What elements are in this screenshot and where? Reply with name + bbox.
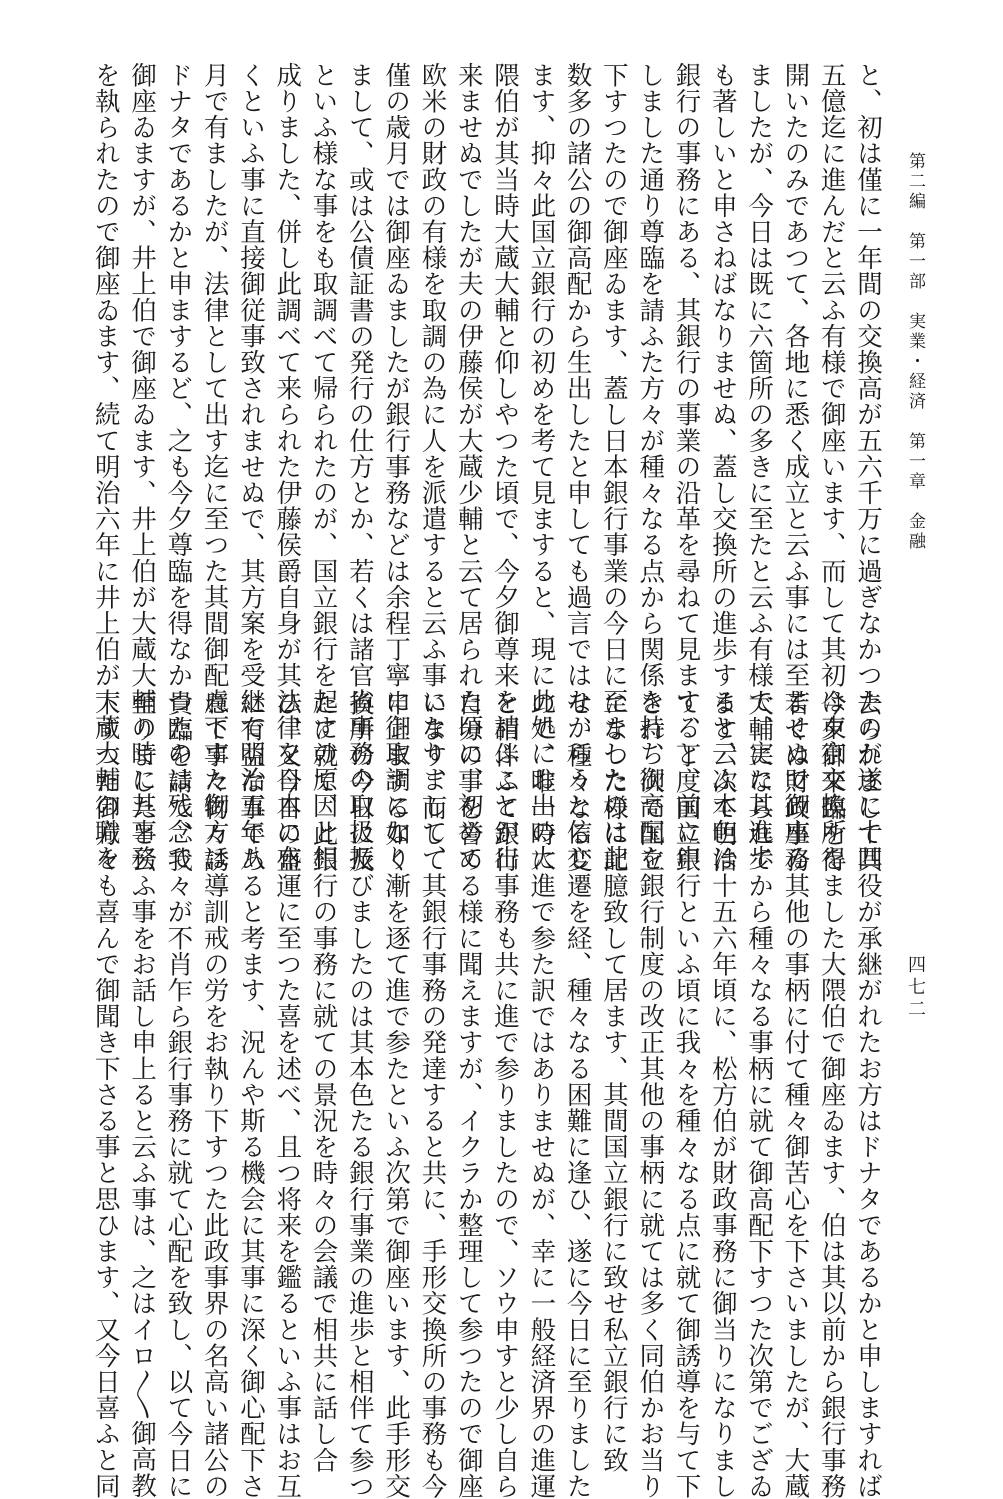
text-line: ましたが、今日は既に六箇所の多きに至たと云ふ有様で、実に其進歩 — [744, 62, 775, 872]
text-line: に有益な事であると考ます、況んや斯る機会に其事に深く御心配下さ — [235, 690, 266, 1499]
lower-text-block — [78, 690, 886, 1499]
text-line: になつた様に記臆致して居ます、其間国立銀行に致せ私立銀行に致 — [598, 690, 629, 1473]
text-line: 隈伯が其当時大蔵大輔と仰しやつた頃で、今夕御尊来を請ふことが出 — [490, 62, 521, 872]
text-line: たに就て、此銀行の事務に就ての景況を時々の会議で相共に話し合 — [308, 690, 339, 1473]
text-line: 自分の事を誉める様に聞えますが、イクラか整理して参つたので御座 — [453, 690, 484, 1499]
text-line: くといふ事に直接御従事致されませぬで、其方案を受継で明治五年八 — [235, 62, 266, 872]
text-line: て、丁度国立銀行といふ頃に我々を種々なる点に就て御誘導を与て下 — [671, 690, 702, 1499]
text-line: 至りましたと云ふ事をお話し申上ると云ふ事は、之はイロ〳〵御高教 — [127, 690, 158, 1499]
text-line: 来ませぬでしたが夫の伊藤侯が大蔵少輔と云て居られた頃に、初めて — [453, 62, 484, 872]
running-header — [906, 152, 923, 692]
text-line: ます、抑々此国立銀行の初めを考て見ますると、現に此処にお出の大 — [526, 62, 557, 872]
text-line: せ、種々なる変遷を経、種々なる困難に逢ひ、遂に今日に至りました — [562, 690, 593, 1499]
text-line: 大輔になられてから種々なる事柄に就て御高配下すつた次第でござゐ — [744, 690, 775, 1499]
text-line: 下すつた御方々も喜んで御聞き下さる事と思ひます、又今日喜ふと同 — [90, 690, 121, 1499]
text-line: 若くは財政事務其他の事柄に付て種々御苦心を下さいましたが、大蔵 — [780, 690, 811, 1499]
text-line: と、初は僅に一年間の交換高が五六千万に過ぎなかつたのが遂に十四 — [853, 62, 883, 872]
text-line: といふ様な事をも取調べて帰られたのが、国立銀行を起すの原因と相 — [308, 62, 339, 872]
text-line: ドナタであるかと申まするど、之も今夕尊臨を得なかつたのは残念で — [163, 62, 194, 872]
text-line: 五億迄に進んだと云ふ有様で御座います、而して其初は東京交換所を — [816, 62, 847, 872]
text-line: 去られまして其役が承継がれたお方はドナタであるかと申しますれば — [853, 690, 883, 1499]
text-line: を執られたので御座ゐます、続て明治六年に井上伯が大蔵大輔の職を — [90, 62, 121, 872]
page-number: 四七二 — [905, 955, 926, 1021]
text-line: と相伴ふて銀行事務も共に進で参りましたので、ソウ申すと少し自ら — [490, 690, 521, 1499]
text-line: 月で有ましたが、法律として出す迄に至つた其間御配慮下すた御方は — [199, 62, 230, 872]
text-line: 御座ゐますが、井上伯で御座ゐます、井上伯が大蔵大輔の時に其事務 — [127, 62, 158, 872]
text-line: 換所の今日に及びましたのは其本色たる銀行事業の進歩と相伴て参つ — [344, 690, 375, 1499]
text-line: 申上まする如く漸を逐て進で参たといふ次第で御座います、此手形交 — [381, 690, 412, 1499]
text-line: 欧米の財政の有様を取調の為に人を派遣すると云ふ事になりまして、 — [417, 62, 448, 872]
upper-text-block — [78, 62, 886, 872]
text-line: まして、或は公債証書の発行の仕方とか、若くは諸官省事務の取扱振 — [344, 62, 375, 872]
text-line: され、次で国立銀行制度の改正其他の事柄に就ては多く同伯かお当り — [635, 690, 666, 1499]
running-header-text: 第二編 第一部 実業・経済 第一章 金融 — [905, 152, 925, 552]
text-line: 今夕御来臨を得ました大隈伯で御座ゐます、伯は其以前から銀行事務 — [816, 690, 847, 1499]
text-line: 貴臨を請て、我々が不肖乍ら銀行事務に就て心配を致し、以て今日に — [163, 690, 194, 1499]
text-line: も著しいと申さねばなりませぬ、蓋し交換所の進歩すると云ふ本色は — [707, 62, 738, 872]
text-line: 僅の歳月では御座ゐましたが銀行事務などは余程丁寧に御取調になり — [381, 62, 412, 872]
text-line: しました通り尊臨を請ふた方々が種々なる点から関係を持ち御高配を — [635, 62, 666, 872]
text-line: ます、次て明治十五六年頃に、松方伯が財政事務に御当りになりまし — [707, 690, 738, 1499]
text-line: ので、唯一時に進で参た訳ではありませぬが、幸に一般経済界の進運 — [526, 690, 557, 1499]
text-line: います、而して其銀行事務の発達すると共に、手形交換所の事務も今 — [417, 690, 448, 1499]
text-line: れて事々物々誘導訓戒の労をお執り下すつた此政事界の名高い諸公の — [199, 690, 230, 1499]
text-line: 下すつたので御座ゐます、蓋し日本銀行事業の今日に至ましたのは此 — [598, 62, 629, 872]
text-line: 銀行の事務にある、其銀行の事業の沿革を尋ねて見ますると、前に申 — [671, 62, 702, 872]
text-line: ひ、又今日の盛運に至つた喜を述べ、且つ将来を鑑るといふ事はお互 — [272, 690, 303, 1499]
text-line: 数多の諸公の御高配から生出したと申しても過言ではなからうと信じ — [562, 62, 593, 872]
text-line: 開いたのみであつて、各地に悉く成立と云ふ事には至ませぬで御座ゐ — [780, 62, 811, 872]
text-line: 成りました、併し此調べて来られた伊藤侯爵自身が其法律を日本に布 — [272, 62, 303, 872]
